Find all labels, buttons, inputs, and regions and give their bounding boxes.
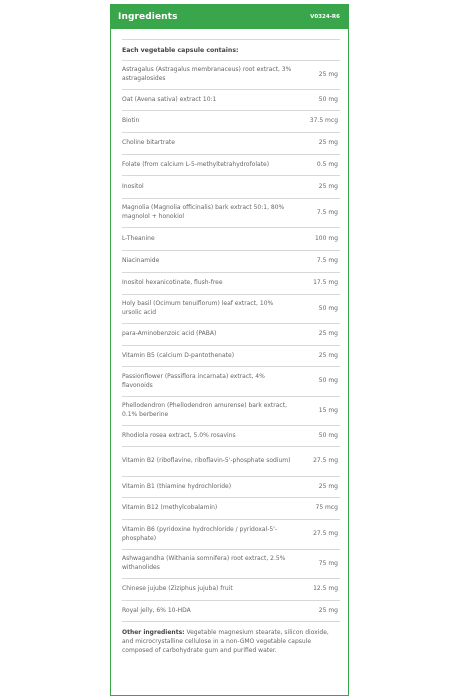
table-row (122, 426, 340, 447)
table-row (122, 111, 340, 133)
table-row (122, 324, 340, 346)
ingredient-amount: 25 mg (318, 351, 338, 359)
other-ingredients-label: Other ingredients: (122, 629, 185, 636)
table-row (122, 133, 340, 155)
ingredient-name: Vitamin B1 (thiamine hydrochloride) (122, 482, 232, 490)
table-row (122, 176, 340, 199)
table-row (122, 520, 340, 550)
caption-text: Each vegetable capsule contains: (122, 46, 239, 54)
ingredient-amount: 17.5 mg (313, 279, 338, 287)
ingredient-name: Chinese jujube (Ziziphus jujuba) fruit (122, 585, 233, 593)
ingredient-amount: 7.5 mg (316, 257, 338, 265)
ingredient-name: Holy basil (Ocimum tenuiflorum) leaf extract, 10% ursolic acid (122, 300, 274, 316)
ingredient-amount: 37.5 mcg (309, 117, 338, 125)
ingredient-amount: 25 mg (318, 482, 338, 490)
ingredient-amount: 25 mg (318, 70, 338, 78)
ingredient-name: Choline bitartrate (122, 139, 175, 147)
ingredients-title: Ingredients (118, 12, 178, 22)
ingredient-amount: 50 mg (318, 95, 338, 103)
ingredient-amount: 27.5 mg (313, 457, 338, 465)
table-row (122, 251, 340, 273)
ingredient-name: Biotin (122, 117, 140, 125)
ingredient-amount: 27.5 mg (313, 530, 338, 538)
ingredients-panel (110, 4, 349, 696)
ingredients-body (111, 29, 348, 655)
ingredient-name: Passionflower (Passiflora incarnata) extract, 4% flavonoids (122, 372, 265, 389)
ingredient-amount: 75 mg (318, 559, 338, 567)
ingredient-name: L-Theanine (122, 234, 155, 242)
other-ingredients (122, 622, 340, 655)
ingredient-amount: 25 mg (318, 606, 338, 614)
ingredient-amount: 50 mg (318, 377, 338, 385)
ingredient-amount: 75 mcg (315, 504, 338, 512)
ingredient-amount: 15 mg (318, 406, 338, 414)
ingredient-amount: 7.5 mg (316, 208, 338, 216)
table-row (122, 447, 340, 477)
table-row (122, 228, 340, 251)
ingredient-name: Royal jelly, 6% 10-HDA (122, 606, 191, 614)
ingredient-amount: 25 mg (318, 139, 338, 147)
ingredient-amount: 12.5 mg (313, 585, 338, 593)
ingredient-name: Astragalus (Astragalus membranaceus) root extract, 3% astragalosides (122, 66, 292, 82)
table-row (122, 601, 340, 622)
ingredient-name: Magnolia (Magnolia officinalis) bark extract 50:1, 80% magnolol + honokiol (122, 204, 285, 220)
table-caption (122, 40, 340, 61)
table-row (122, 397, 340, 426)
ingredient-name: para-Aminobenzoic acid (PABA) (122, 330, 217, 338)
other-ingredients-text: Vegetable magnesium stearate, silicon dioxide, and microcrystalline cellulose in a non-GMO vegetable capsule composed of carbohydrate gum and purified water. (122, 629, 329, 654)
table-row (122, 346, 340, 367)
table-row (122, 477, 340, 498)
ingredient-name: Phellodendron (Phellodendron amurense) bark extract, 0.1% berberine (122, 402, 287, 418)
table-row (122, 199, 340, 228)
table-row (122, 155, 340, 176)
ingredients-table (122, 39, 340, 622)
ingredients-header (111, 5, 348, 29)
table-row (122, 90, 340, 111)
ingredient-amount: 0.5 mg (316, 160, 338, 168)
ingredient-name: Vitamin B6 (pyridoxine hydrochloride / pyridoxal-5'-phosphate) (122, 525, 278, 542)
ingredient-name: Vitamin B2 (riboflavine, riboflavin-5'-phosphate sodium) (122, 457, 291, 465)
ingredient-name: Ashwagandha (Withania somnifera) root extract, 2.5% withanolides (122, 555, 286, 571)
table-row (122, 273, 340, 295)
table-row (122, 367, 340, 397)
product-code: V0324-R6 (310, 14, 340, 20)
ingredient-name: Niacinamide (122, 257, 160, 265)
table-row (122, 550, 340, 579)
ingredient-amount: 50 mg (318, 304, 338, 312)
ingredient-amount: 25 mg (318, 182, 338, 190)
ingredient-amount: 25 mg (318, 330, 338, 338)
ingredient-name: Folate (from calcium L-5-methyltetrahydrofolate) (122, 160, 270, 168)
ingredient-name: Inositol (122, 182, 144, 190)
ingredient-name: Vitamin B12 (methylcobalamin) (122, 504, 218, 512)
ingredient-name: Vitamin B5 (calcium D-pantothenate) (122, 351, 235, 359)
ingredient-name: Rhodiola rosea extract, 5.0% rosavins (122, 431, 236, 439)
table-row (122, 295, 340, 324)
ingredient-amount: 100 mg (314, 234, 338, 242)
ingredient-name: Inositol hexanicotinate, flush-free (122, 279, 223, 287)
ingredient-name: Oat (Avena sativa) extract 10:1 (122, 95, 217, 103)
table-row (122, 579, 340, 601)
table-row (122, 61, 340, 90)
ingredient-rows (122, 61, 340, 622)
table-row (122, 498, 340, 520)
ingredient-amount: 50 mg (318, 431, 338, 439)
